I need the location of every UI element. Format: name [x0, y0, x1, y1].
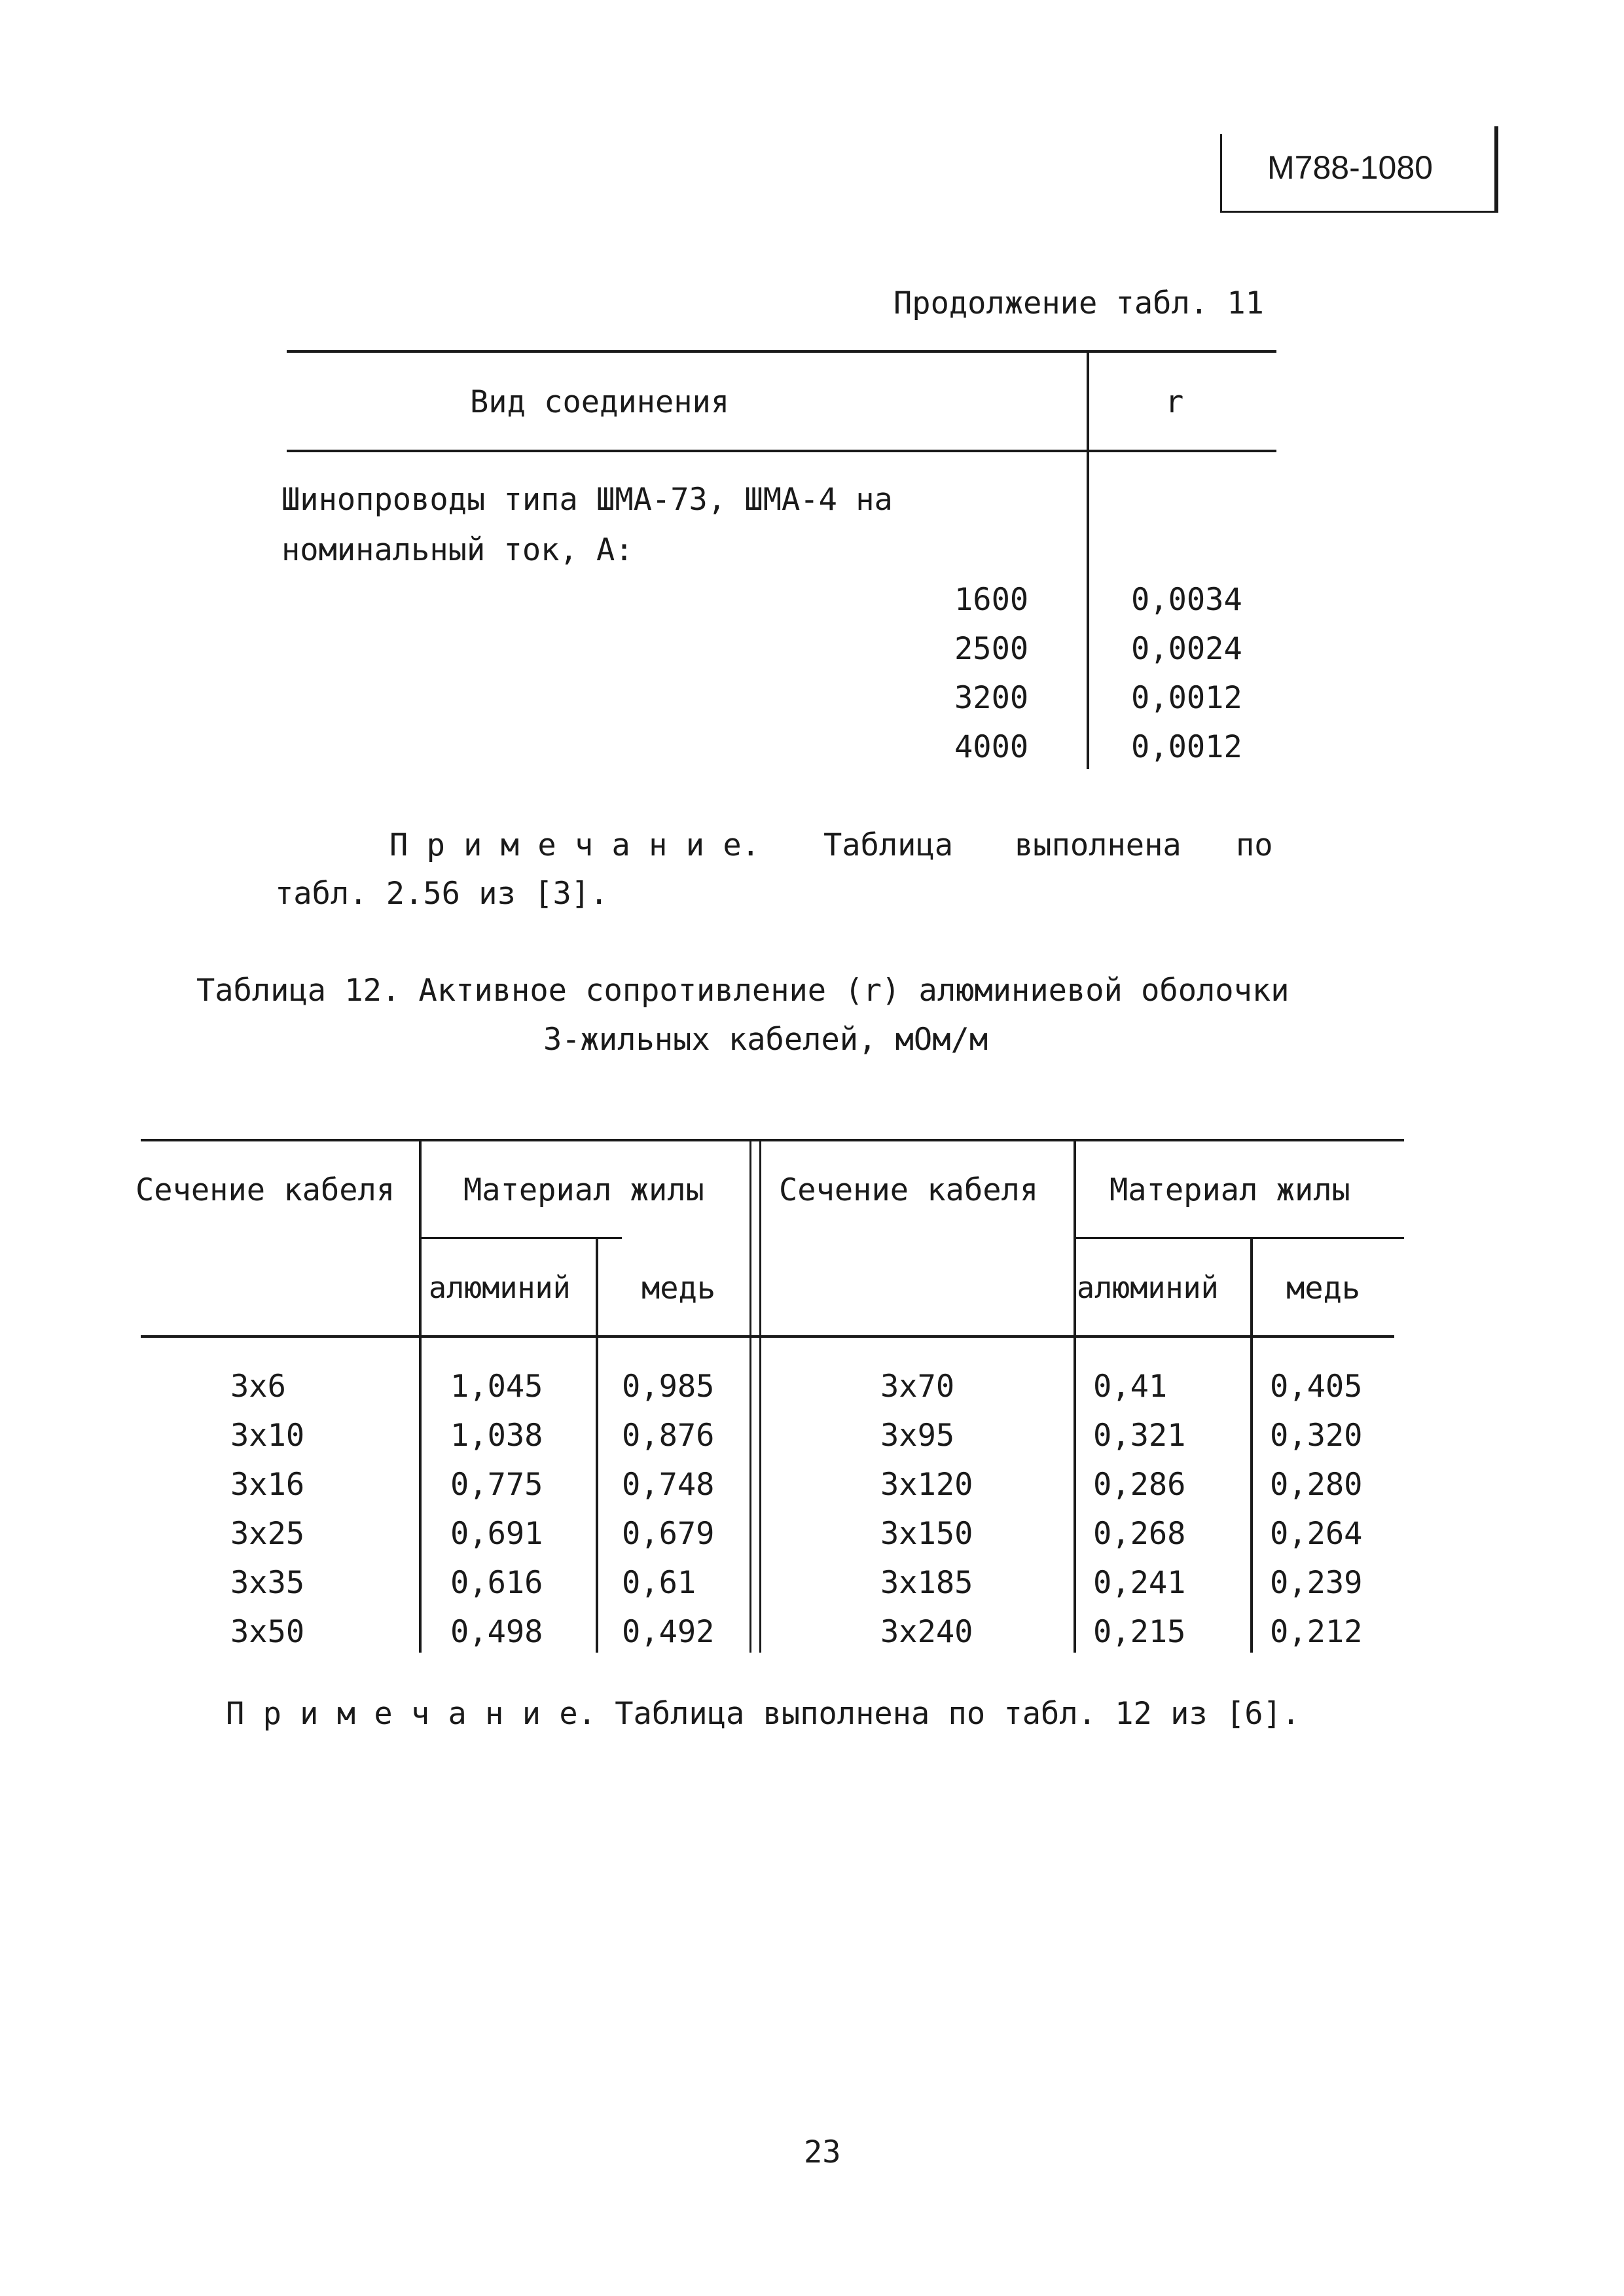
table12-section-cell: 3x240 — [880, 1614, 973, 1650]
table12-section-cell: 3x120 — [880, 1467, 973, 1503]
table11-caption: Продолжение табл. 11 — [893, 285, 1264, 321]
table12-al-cell: 0,498 — [450, 1614, 543, 1650]
note1-word: выполнена — [1015, 827, 1182, 863]
table12-title-line1: Таблица 12. Активное сопротивление (r) алюминиевой оболочки — [196, 973, 1290, 1009]
table12-al-cell: 0,268 — [1093, 1516, 1186, 1552]
document-code-stamp — [1220, 134, 1498, 213]
table12 — [135, 1139, 1404, 1653]
table12-cu-cell: 0,280 — [1270, 1467, 1363, 1503]
table12-cu-cell: 0,876 — [622, 1418, 715, 1454]
table11-header-kind: Вид соединения — [470, 384, 730, 420]
table12-cu-cell: 0,405 — [1270, 1369, 1363, 1405]
table11-current: 3200 — [954, 680, 1029, 716]
table12-al-cell: 0,41 — [1093, 1369, 1168, 1405]
table12-cu-cell: 0,264 — [1270, 1516, 1363, 1552]
document-code: М788-1080 — [1267, 149, 1433, 186]
note1-line2: табл. 2.56 из [3]. — [275, 876, 609, 912]
note1-word: по — [1236, 827, 1273, 863]
table12-section-cell: 3x6 — [230, 1369, 286, 1405]
table12-cu-cell: 0,320 — [1270, 1418, 1363, 1454]
note2: П р и м е ч а н и е. Таблица выполнена по табл. 12 из [6]. — [226, 1696, 1301, 1732]
table12-al-cell: 1,045 — [450, 1369, 543, 1405]
table11-current: 4000 — [954, 729, 1029, 765]
table12-cu-cell: 0,748 — [622, 1467, 715, 1503]
table11-r-value: 0,0024 — [1131, 631, 1242, 667]
table11-r-value: 0,0012 — [1131, 729, 1242, 765]
table11-r-value: 0,0034 — [1131, 582, 1242, 618]
table12-section-cell: 3x70 — [880, 1369, 955, 1405]
table12-section-cell: 3x16 — [230, 1467, 305, 1503]
table12-header-al-left: алюминий — [429, 1270, 571, 1305]
table12-al-cell: 0,286 — [1093, 1467, 1186, 1503]
table12-al-cell: 1,038 — [450, 1418, 543, 1454]
table11 — [281, 350, 1276, 769]
table12-cu-cell: 0,679 — [622, 1516, 715, 1552]
table12-cu-cell: 0,492 — [622, 1614, 715, 1650]
table11-current: 2500 — [954, 631, 1029, 667]
table12-cu-cell: 0,239 — [1270, 1565, 1363, 1601]
table12-cu-cell: 0,212 — [1270, 1614, 1363, 1650]
table11-current: 1600 — [954, 582, 1029, 618]
table12-al-cell: 0,616 — [450, 1565, 543, 1601]
table12-section-cell: 3x185 — [880, 1565, 973, 1601]
table12-cu-cell: 0,61 — [622, 1565, 696, 1601]
table12-header-cu-right: медь — [1286, 1270, 1361, 1306]
table12-header-material-right: Материал жилы — [1110, 1172, 1350, 1208]
table12-header-section-right: Сечение кабеля — [779, 1172, 1039, 1208]
table12-al-cell: 0,775 — [450, 1467, 543, 1503]
note1-label: П р и м е ч а н и е. — [389, 827, 760, 863]
table12-section-cell: 3x10 — [230, 1418, 305, 1454]
table12-al-cell: 0,241 — [1093, 1565, 1186, 1601]
table12-header-material-left: Материал жилы — [463, 1172, 704, 1208]
table12-section-cell: 3x95 — [880, 1418, 955, 1454]
table12-title-line2: 3-жильных кабелей, мОм/м — [543, 1022, 988, 1058]
table11-group-line2: номинальный ток, А: — [281, 532, 634, 568]
table12-al-cell: 0,691 — [450, 1516, 543, 1552]
table12-header-section-left: Сечение кабеля — [135, 1172, 395, 1208]
table12-section-cell: 3x150 — [880, 1516, 973, 1552]
table12-header-cu-left: медь — [641, 1270, 716, 1306]
table12-section-cell: 3x25 — [230, 1516, 305, 1552]
table12-al-cell: 0,215 — [1093, 1614, 1186, 1650]
table12-section-cell: 3x35 — [230, 1565, 305, 1601]
note1-word: Таблица — [823, 827, 954, 863]
table12-al-cell: 0,321 — [1093, 1418, 1186, 1454]
table12-section-cell: 3x50 — [230, 1614, 305, 1650]
table11-group-line1: Шинопроводы типа ШМА-73, ШМА-4 на — [281, 482, 893, 518]
table12-cu-cell: 0,985 — [622, 1369, 715, 1405]
table11-header-r: r — [1165, 384, 1184, 420]
table11-r-value: 0,0012 — [1131, 680, 1242, 716]
page-number: 23 — [804, 2134, 841, 2170]
table12-header-al-right: алюминий — [1077, 1270, 1219, 1305]
